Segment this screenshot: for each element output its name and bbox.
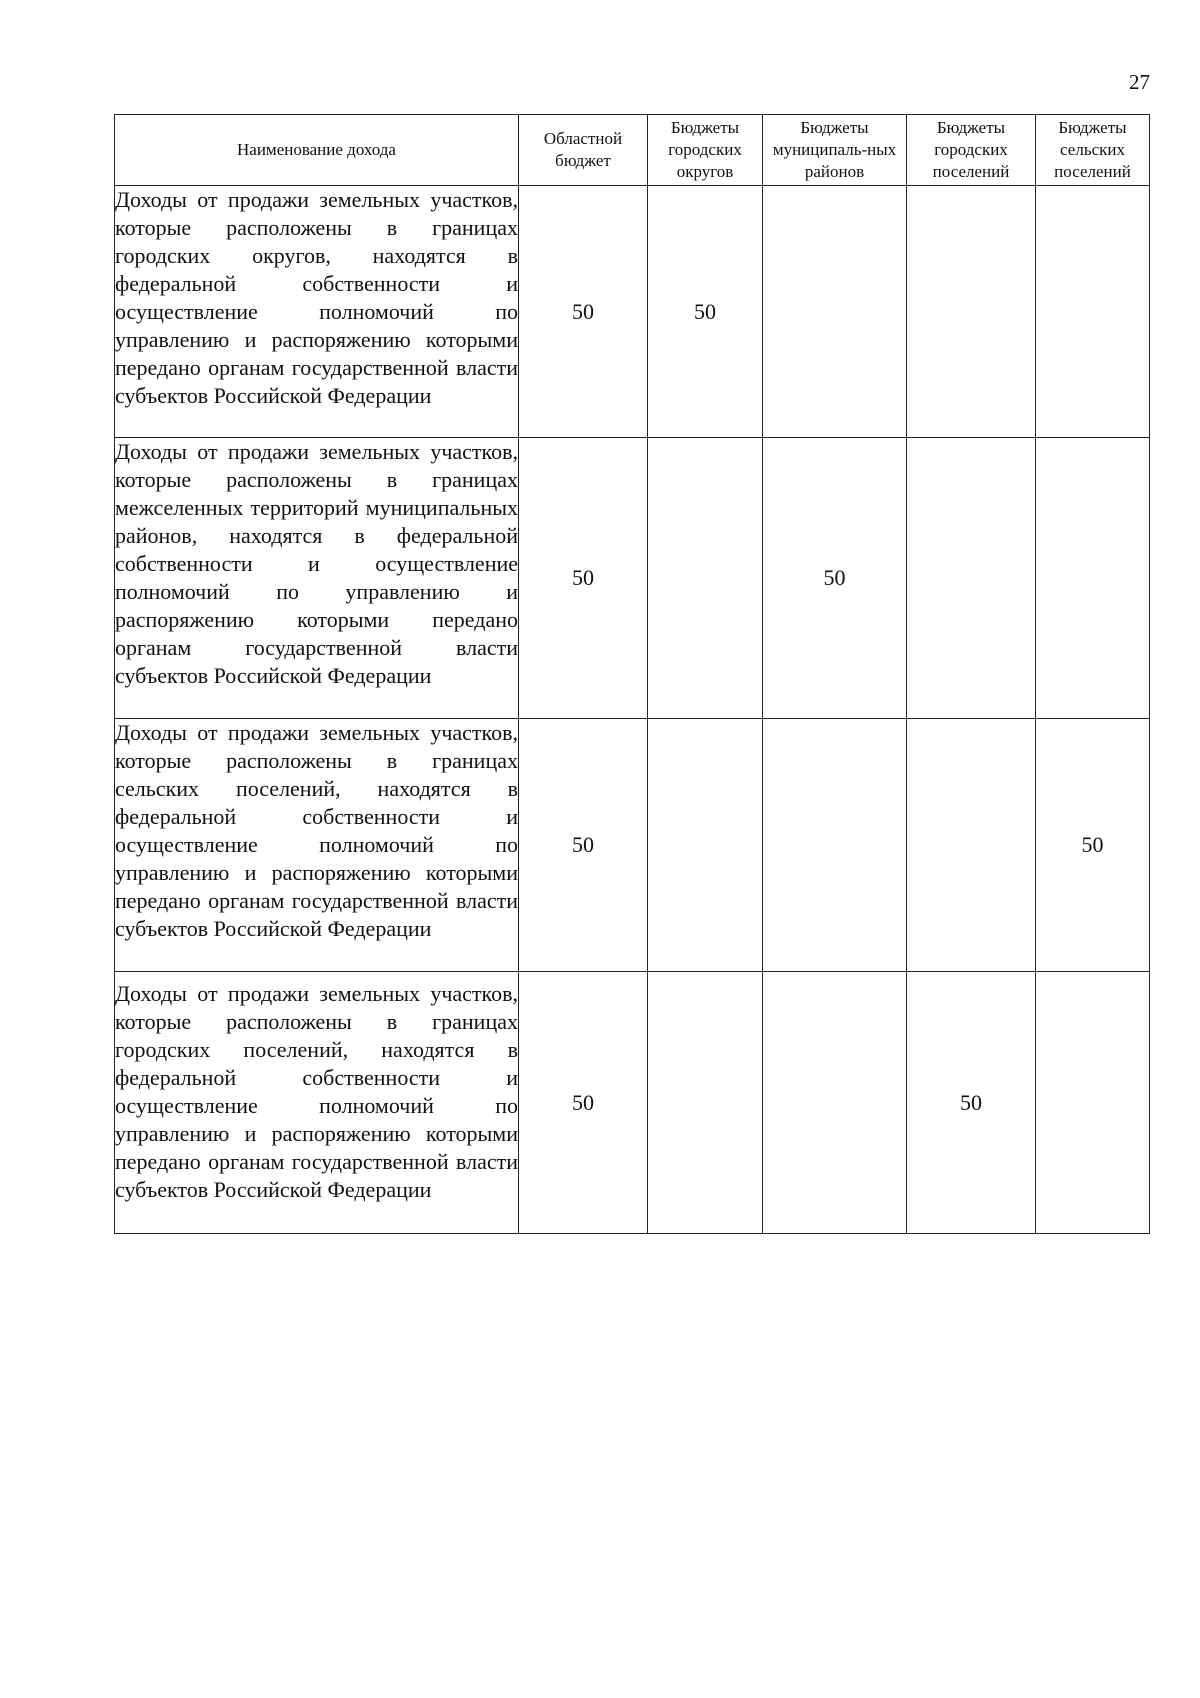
table-row: [115, 186, 1150, 438]
value-cell: 50: [519, 186, 648, 438]
value-cell: [1036, 186, 1150, 438]
table-row: [115, 438, 1150, 719]
value-cell: [1036, 438, 1150, 719]
income-name-cell: [115, 186, 519, 438]
income-name-text: Доходы от продажи земельных участков, которые расположены в границах городских округов, находятся в федеральной собственности и осуществление полномочий по управлению и распоряжению которыми передано органам государственной власти субъектов Российской Федерации: [115, 187, 518, 408]
value-cell: 50: [648, 186, 763, 438]
value-cell: 50: [763, 438, 907, 719]
value-cell: 50: [1036, 719, 1150, 972]
revenue-distribution-table: [114, 114, 1150, 1234]
table-row: [115, 719, 1150, 972]
header-municipal-districts-budgets: Бюджеты муниципаль-ных районов: [763, 115, 907, 186]
income-name-text: Доходы от продажи земельных участков, которые расположены в границах межселенных территорий муниципальных районов, находятся в федеральной собственности и осуществление полномочий по управлению и распоряжению которыми передано органам государственной власти субъектов Российской Федерации: [115, 439, 518, 688]
value-cell: [763, 186, 907, 438]
value-cell: 50: [519, 438, 648, 719]
value-cell: 50: [519, 972, 648, 1234]
value-cell: [907, 438, 1036, 719]
value-cell: 50: [907, 972, 1036, 1234]
value-cell: [1036, 972, 1150, 1234]
income-name-cell: [115, 972, 519, 1234]
income-name-text: Доходы от продажи земельных участков, которые расположены в границах городских поселений, находятся в федеральной собственности и осуществление полномочий по управлению и распоряжению которыми передано органам государственной власти субъектов Российской Федерации: [115, 981, 518, 1202]
header-rural-settlements-budgets: Бюджеты сельских поселений: [1036, 115, 1150, 186]
value-cell: 50: [519, 719, 648, 972]
table-row: [115, 972, 1150, 1234]
header-income-name: Наименование дохода: [115, 115, 519, 186]
header-city-districts-budgets: Бюджеты городских округов: [648, 115, 763, 186]
header-urban-settlements-budgets: Бюджеты городских поселений: [907, 115, 1036, 186]
table-header-row: [115, 115, 1150, 186]
value-cell: [763, 719, 907, 972]
income-name-cell: [115, 438, 519, 719]
value-cell: [763, 972, 907, 1234]
value-cell: [907, 719, 1036, 972]
value-cell: [648, 972, 763, 1234]
income-name-cell: [115, 719, 519, 972]
income-name-text: Доходы от продажи земельных участков, которые расположены в границах сельских поселений, находятся в федеральной собственности и осуществление полномочий по управлению и распоряжению которыми передано органам государственной власти субъектов Российской Федерации: [115, 720, 518, 941]
value-cell: [648, 719, 763, 972]
value-cell: [907, 186, 1036, 438]
value-cell: [648, 438, 763, 719]
page-number: 27: [1129, 70, 1150, 94]
header-regional-budget: Областной бюджет: [519, 115, 648, 186]
